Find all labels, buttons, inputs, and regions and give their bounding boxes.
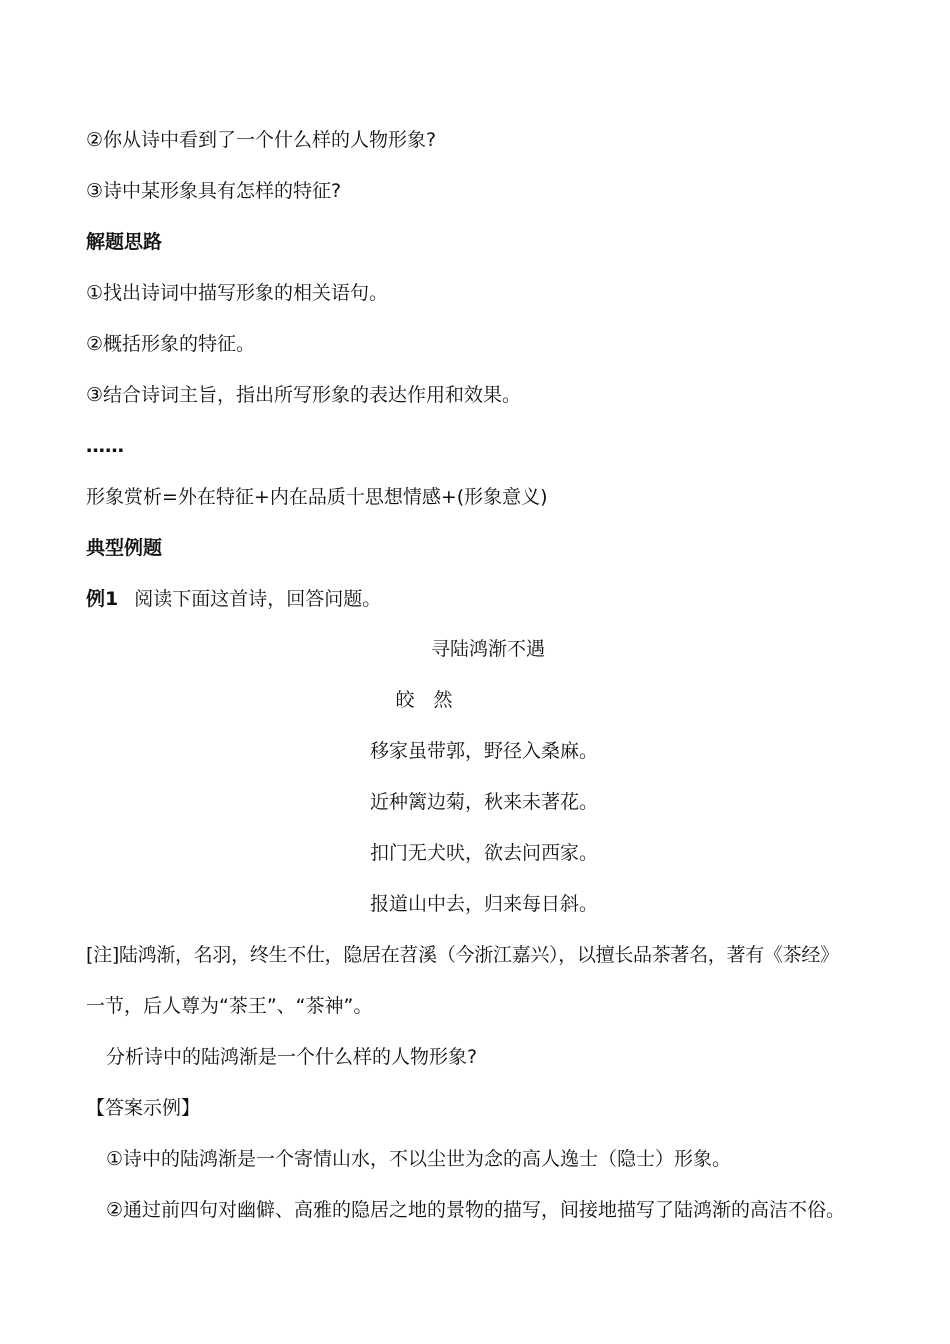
ellipsis: …… bbox=[86, 435, 124, 457]
poem-line-1: 移家虽带郭，野径入桑麻。 bbox=[369, 740, 598, 762]
example-1-prompt: 阅读下面这首诗，回答问题。 bbox=[134, 588, 382, 610]
poem-title: 寻陆鸿渐不遇 bbox=[430, 638, 545, 660]
note-line-2: 一节，后人尊为“茶王”、“茶神”。 bbox=[86, 995, 373, 1017]
examples-heading: 典型例题 bbox=[86, 537, 163, 559]
answer-point-1: ①诗中的陆鸿渐是一个寄情山水，不以尘世为念的高人逸士（隐士）形象。 bbox=[106, 1148, 732, 1170]
formula: 形象赏析=外在特征+内在品质十思想情感+(形象意义) bbox=[86, 486, 548, 508]
poem-line-3: 扣门无犬吠，欲去问西家。 bbox=[369, 842, 598, 864]
answer-point-2: ②通过前四句对幽僻、高雅的隐居之地的景物的描写，间接地描写了陆鸿渐的高洁不俗。 bbox=[106, 1199, 846, 1221]
approach-step-1: ①找出诗词中描写形象的相关语句。 bbox=[86, 282, 389, 304]
poem-line-2: 近种篱边菊，秋来未著花。 bbox=[369, 791, 598, 813]
note-line-1: [注]陆鸿渐，名羽，终生不仕，隐居在苕溪（今浙江嘉兴），以擅长品茶著名，著有《茶经》 bbox=[86, 944, 839, 966]
example-1 bbox=[86, 586, 381, 612]
example-1-label: 例1 bbox=[86, 588, 119, 610]
answer-heading: 【答案示例】 bbox=[86, 1097, 201, 1119]
question-text: 分析诗中的陆鸿渐是一个什么样的人物形象? bbox=[106, 1046, 478, 1068]
approach-heading: 解题思路 bbox=[86, 231, 163, 253]
poem-line-4: 报道山中去，归来每日斜。 bbox=[369, 893, 598, 915]
approach-step-3: ③结合诗词主旨，指出所写形象的表达作用和效果。 bbox=[86, 384, 522, 406]
question-3: ③诗中某形象具有怎样的特征? bbox=[86, 180, 342, 202]
poem-author: 皎 然 bbox=[395, 689, 453, 711]
question-2: ②你从诗中看到了一个什么样的人物形象? bbox=[86, 129, 437, 151]
approach-step-2: ②概括形象的特征。 bbox=[86, 333, 256, 355]
